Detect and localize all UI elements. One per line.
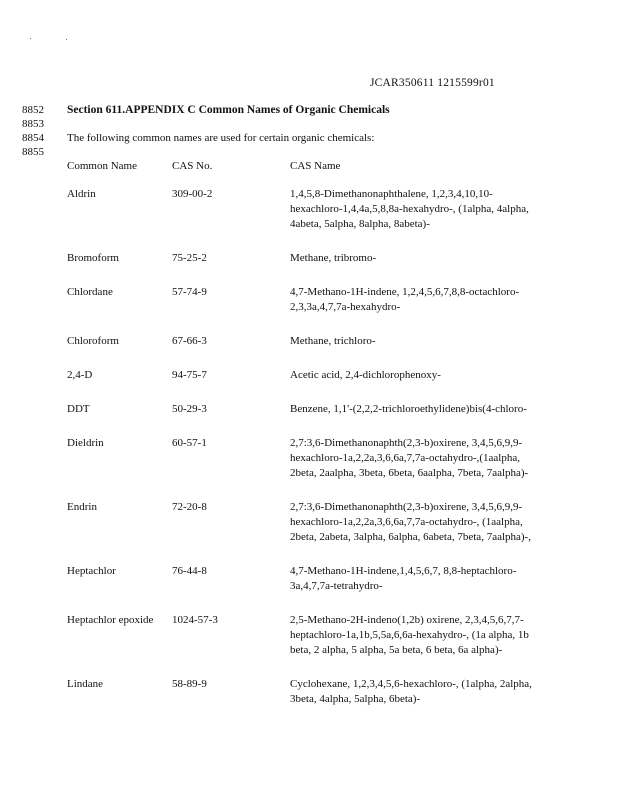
line-number: 8854 — [22, 132, 44, 144]
table-row — [67, 334, 537, 349]
cas-name-cell: Cyclohexane, 1,2,3,4,5,6-hexachloro-, (1alpha, 2alpha, 3beta, 4alpha, 5alpha, 6beta)- — [290, 678, 532, 705]
cas-name-cell: 1,4,5,8-Dimethanonaphthalene, 1,2,3,4,10,10-hexachloro-1,4,4a,5,8,8a-hexahydro-, (1alpha, 4alpha, 4abeta, 5alpha, 8alpha, 8abeta)- — [290, 188, 529, 230]
line-number: 8853 — [22, 118, 44, 130]
header-cas-no: CAS No. — [172, 160, 213, 172]
table-header — [67, 159, 537, 174]
cas-number-cell: 72-20-8 — [172, 501, 207, 513]
cas-number-cell: 50-29-3 — [172, 403, 207, 415]
chemical-table — [67, 159, 537, 726]
document-id: JCAR350611 1215599r01 — [370, 77, 495, 89]
table-row — [67, 613, 537, 658]
cas-name-cell: 2,7:3,6-Dimethanonaphth(2,3-b)oxirene, 3,4,5,6,9,9-hexachloro-1a,2,2a,3,6,6a,7,7a-octahydro-,(1aalpha, 2beta, 2aalpha, 3beta, 6beta, 6aalpha, 7beta, 7aalpha)- — [290, 437, 529, 479]
cas-number-cell: 57-74-9 — [172, 286, 207, 298]
cas-number-cell: 309-00-2 — [172, 188, 213, 200]
cas-name-cell: 2,7:3,6-Dimethanonaphth(2,3-b)oxirene, 3,4,5,6,9,9-hexachloro-1a,2,2a,3,6,6a,7,7a-octahydro-, (1aalpha, 2beta, 2abeta, 3alpha, 6alpha, 6abeta, 7beta, 7aalpha)-, — [290, 501, 531, 543]
cas-number-cell: 94-75-7 — [172, 369, 207, 381]
common-name-cell: DDT — [67, 403, 90, 415]
intro-text: The following common names are used for certain organic chemicals: — [67, 132, 375, 144]
cas-name-cell: Benzene, 1,1'-(2,2,2-trichloroethylidene)bis(4-chloro- — [290, 403, 527, 415]
table-row — [67, 564, 537, 594]
cas-number-cell: 75-25-2 — [172, 252, 207, 264]
scan-speck — [30, 38, 31, 39]
common-name-cell: Dieldrin — [67, 437, 104, 449]
common-name-cell: Chloroform — [67, 335, 119, 347]
table-row — [67, 187, 537, 232]
cas-number-cell: 76-44-8 — [172, 565, 207, 577]
table-row — [67, 677, 537, 707]
table-row — [67, 251, 537, 266]
common-name-cell: 2,4-D — [67, 369, 93, 381]
table-row — [67, 368, 537, 383]
common-name-cell: Aldrin — [67, 188, 96, 200]
cas-name-cell: Acetic acid, 2,4-dichlorophenoxy- — [290, 369, 441, 381]
cas-name-cell: 2,5-Methano-2H-indeno(1,2b) oxirene, 2,3,4,5,6,7,7-heptachloro-1a,1b,5,5a,6,6a-hexahydro-, (1a alpha, 1b beta, 2 alpha, 5 alpha, 5a beta, 6 beta, 6a alpha)- — [290, 614, 529, 656]
table-row — [67, 285, 537, 315]
cas-name-cell: 4,7-Methano-1H-indene,1,4,5,6,7, 8,8-heptachloro-3a,4,7,7a-tetrahydro- — [290, 565, 517, 592]
cas-number-cell: 67-66-3 — [172, 335, 207, 347]
line-number: 8852 — [22, 104, 44, 116]
table-row — [67, 436, 537, 481]
section-title: Section 611.APPENDIX C Common Names of Organic Chemicals — [67, 104, 390, 116]
cas-name-cell: 4,7-Methano-1H-indene, 1,2,4,5,6,7,8,8-octachloro-2,3,3a,4,7,7a-hexahydro- — [290, 286, 520, 313]
line-number: 8855 — [22, 146, 44, 158]
line-numbers — [22, 103, 62, 159]
cas-name-cell: Methane, trichloro- — [290, 335, 376, 347]
common-name-cell: Heptachlor epoxide — [67, 614, 154, 626]
cas-number-cell: 60-57-1 — [172, 437, 207, 449]
table-row — [67, 402, 537, 417]
common-name-cell: Endrin — [67, 501, 97, 513]
common-name-cell: Lindane — [67, 678, 104, 690]
common-name-cell: Bromoform — [67, 252, 119, 264]
cas-number-cell: 1024-57-3 — [172, 614, 218, 626]
common-name-cell: Heptachlor — [67, 565, 116, 577]
header-cas-name: CAS Name — [290, 160, 341, 172]
header-common-name: Common Name — [67, 160, 137, 172]
table-row — [67, 500, 537, 545]
common-name-cell: Chlordane — [67, 286, 113, 298]
scan-speck — [66, 39, 67, 40]
cas-name-cell: Methane, tribromo- — [290, 252, 377, 264]
cas-number-cell: 58-89-9 — [172, 678, 207, 690]
